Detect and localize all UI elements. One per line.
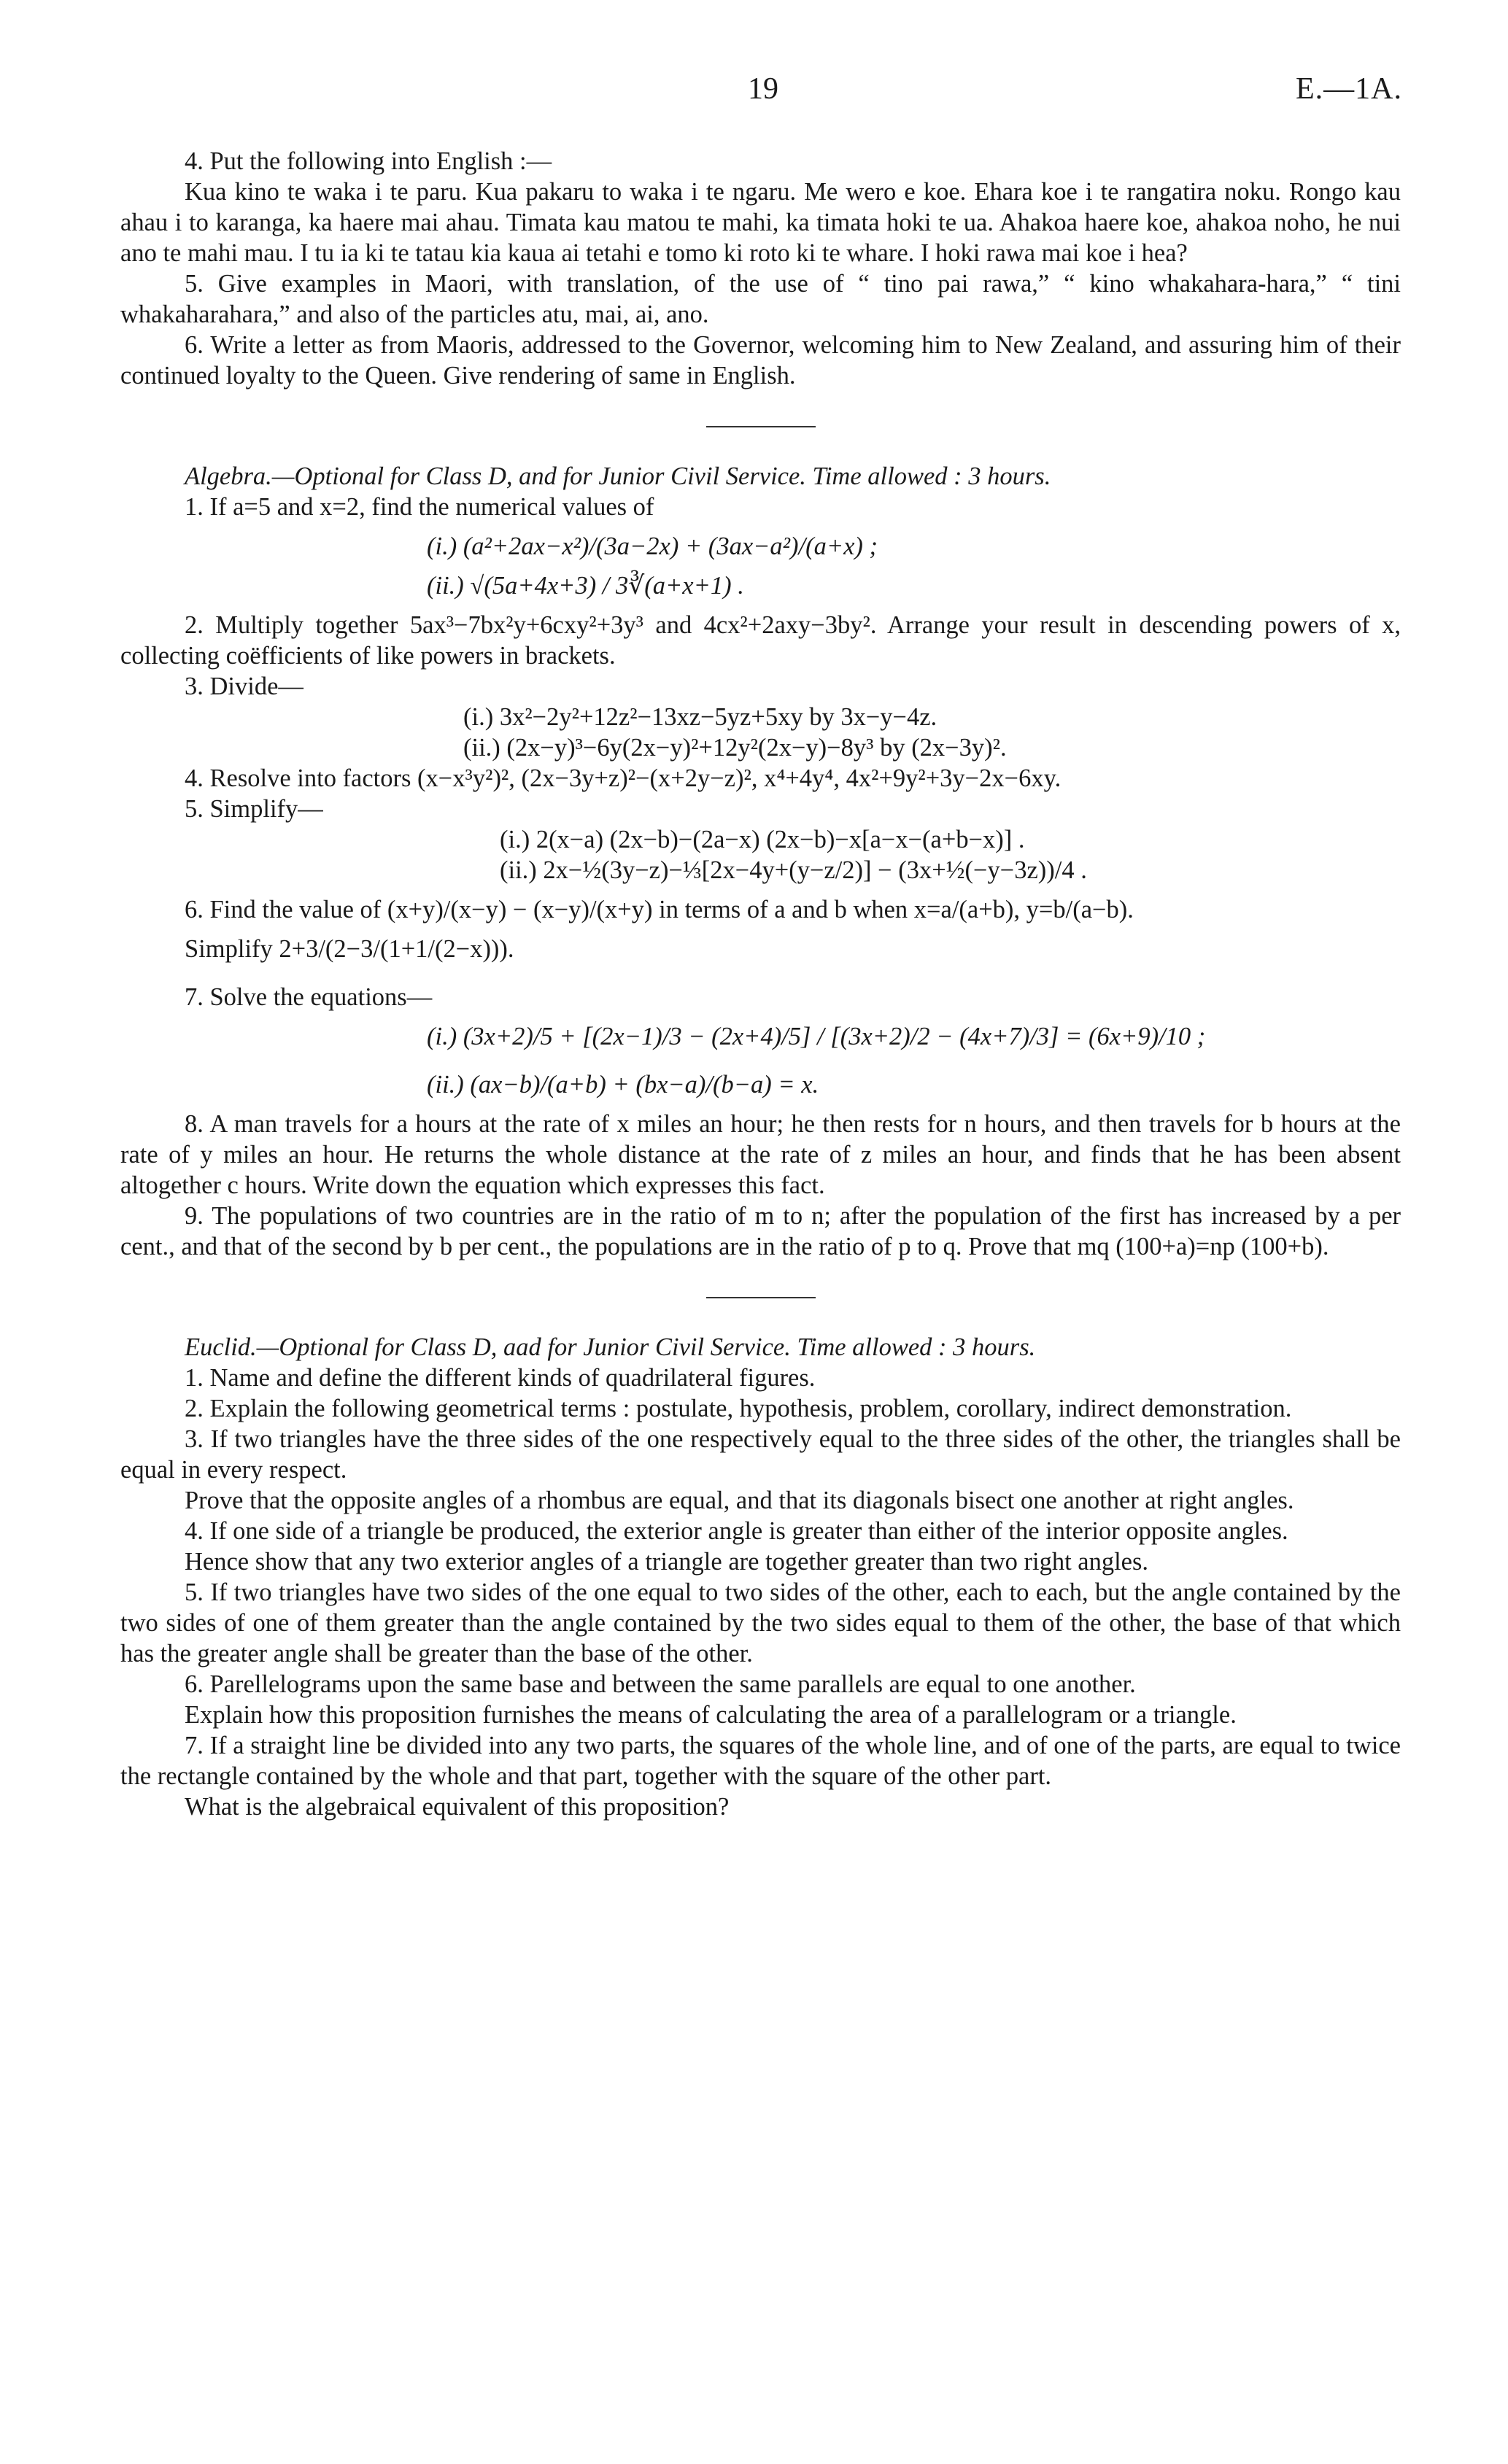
- algebra-q9: 9. The populations of two countries are in the ratio of m to n; after the population of the first has increased by a per cent., and that of the second by b per cent., the populations are in the ratio of p to q. Prove that mq (100+a)=np (100+b).: [120, 1202, 1401, 1260]
- algebra-q5-i: (i.) 2(x−a) (2x−b)−(2a−x) (2x−b)−x[a−x−(a+b−x)] .: [500, 826, 1025, 853]
- algebra-q2: 2. Multiply together 5ax³−7bx²y+6cxy²+3y³ and 4cx²+2axy−3by². Arrange your result in descending powers of x, collecting coëfficients of like powers in brackets.: [120, 611, 1401, 670]
- algebra-q5-ii: (ii.) 2x−½(3y−z)−⅓[2x−4y+(y−z/2)] − (3x+½(−y−3z))/4 .: [500, 856, 1087, 884]
- algebra-q7-i: (i.) (3x+2)/5 + [(2x−1)/3 − (2x+4)/5] / [(3x+2)/2 − (4x+7)/3] = (6x+9)/10 ;: [427, 1023, 1206, 1050]
- document-reference: E.—1A.: [1296, 72, 1402, 106]
- euclid-q4-b: Hence show that any two exterior angles of a triangle are together greater than two right angles.: [185, 1548, 1149, 1576]
- algebra-q6-simplify: Simplify 2+3/(2−3/(1+1/(2−x))).: [185, 935, 514, 963]
- maori-q5: 5. Give examples in Maori, with translation, of the use of “ tino pai rawa,” “ kino whakahara-hara,” “ tini whakaharahara,” and also of the particles atu, mai, ai, ano.: [120, 270, 1401, 328]
- euclid-q7: 7. If a straight line be divided into any two parts, the squares of the whole line, and of one of the parts, are equal to twice the rectangle contained by the whole and that part, together with the square of the other part.: [120, 1732, 1401, 1790]
- algebra-q4: 4. Resolve into factors (x−x³y²)², (2x−3y+z)²−(x+2y−z)², x⁴+4y⁴, 4x²+9y²+3y−2x−6xy.: [185, 764, 1062, 792]
- euclid-q1: 1. Name and define the different kinds of quadrilateral figures.: [185, 1364, 816, 1392]
- maori-q4-label: 4. Put the following into English :—: [185, 147, 552, 175]
- section-divider: [706, 426, 816, 427]
- algebra-q1-ii: (ii.) √(5a+4x+3) / 3∛(a+x+1) .: [427, 572, 744, 600]
- euclid-q4: 4. If one side of a triangle be produced, the exterior angle is greater than either of the interior opposite angles.: [185, 1517, 1288, 1545]
- euclid-q3-b: Prove that the opposite angles of a rhombus are equal, and that its diagonals bisect one another at right angles.: [185, 1487, 1294, 1514]
- euclid-q7-b: What is the algebraical equivalent of this proposition?: [185, 1793, 730, 1821]
- page-number: 19: [748, 72, 778, 106]
- algebra-title: Algebra.—Optional for Class D, and for Junior Civil Service. Time allowed : 3 hours.: [185, 462, 1051, 490]
- algebra-q7-ii: (ii.) (ax−b)/(a+b) + (bx−a)/(b−a) = x.: [427, 1071, 819, 1099]
- algebra-q1-i: (i.) (a²+2ax−x²)/(3a−2x) + (3ax−a²)/(a+x) ;: [427, 532, 878, 560]
- euclid-q5: 5. If two triangles have two sides of the one equal to two sides of the other, each to each, but the angle contained by the two sides of one of them greater than the angle contained by the two sides equal to them of the other, the base of that which has the greater angle shall be greater than the base of the other.: [120, 1578, 1401, 1667]
- euclid-title: Euclid.—Optional for Class D, aad for Junior Civil Service. Time allowed : 3 hours.: [185, 1333, 1036, 1361]
- algebra-q6: 6. Find the value of (x+y)/(x−y) − (x−y)/(x+y) in terms of a and b when x=a/(a+b), y=b/(a−b).: [185, 896, 1134, 923]
- algebra-q8: 8. A man travels for a hours at the rate of x miles an hour; he then rests for n hours, and then travels for b hours at the rate of y miles an hour. He returns the whole distance at the rate of z miles an hour, and finds that he has been absent altogether c hours. Write down the equation which expresses this fact.: [120, 1110, 1401, 1199]
- algebra-q7: 7. Solve the equations—: [185, 983, 433, 1011]
- maori-q6: 6. Write a letter as from Maoris, addressed to the Governor, welcoming him to New Zealand, and assuring him of their continued loyalty to the Queen. Give rendering of same in English.: [120, 331, 1401, 390]
- algebra-q3-i: (i.) 3x²−2y²+12z²−13xz−5yz+5xy by 3x−y−4z.: [463, 703, 937, 731]
- page-header: [0, 71, 1508, 115]
- euclid-q3: 3. If two triangles have the three sides of the one respectively equal to the three sides of the other, the triangles shall be equal in every respect.: [120, 1425, 1401, 1484]
- page-content: [120, 146, 1401, 1822]
- euclid-q6-b: Explain how this proposition furnishes the means of calculating the area of a parallelogram or a triangle.: [185, 1701, 1237, 1729]
- algebra-q5: 5. Simplify—: [185, 795, 323, 823]
- algebra-q3: 3. Divide—: [185, 673, 303, 700]
- euclid-q2: 2. Explain the following geometrical terms : postulate, hypothesis, problem, corollary, indirect demonstration.: [185, 1395, 1292, 1422]
- algebra-q3-ii: (ii.) (2x−y)³−6y(2x−y)²+12y²(2x−y)−8y³ by (2x−3y)².: [463, 734, 1007, 762]
- euclid-q6: 6. Parellelograms upon the same base and between the same parallels are equal to one another.: [185, 1670, 1136, 1698]
- section-divider: [706, 1297, 816, 1298]
- maori-q4-text: Kua kino te waka i te paru. Kua pakaru to waka i te ngaru. Me wero e koe. Ehara koe i te rangatira noku. Rongo kau ahau i to karanga, ka haere mai ahau. Timata kau matou te mahi, ka timata hoki te ua. Ahakoa haere koe, ahakoa noho, he nui ano te mahi mau. I tu ia ki te tatau kia kaua ai tetahi e tomo ki roto ki te whare. I hoki rawa mai koe i hea?: [120, 178, 1401, 267]
- algebra-q1: 1. If a=5 and x=2, find the numerical values of: [185, 493, 654, 521]
